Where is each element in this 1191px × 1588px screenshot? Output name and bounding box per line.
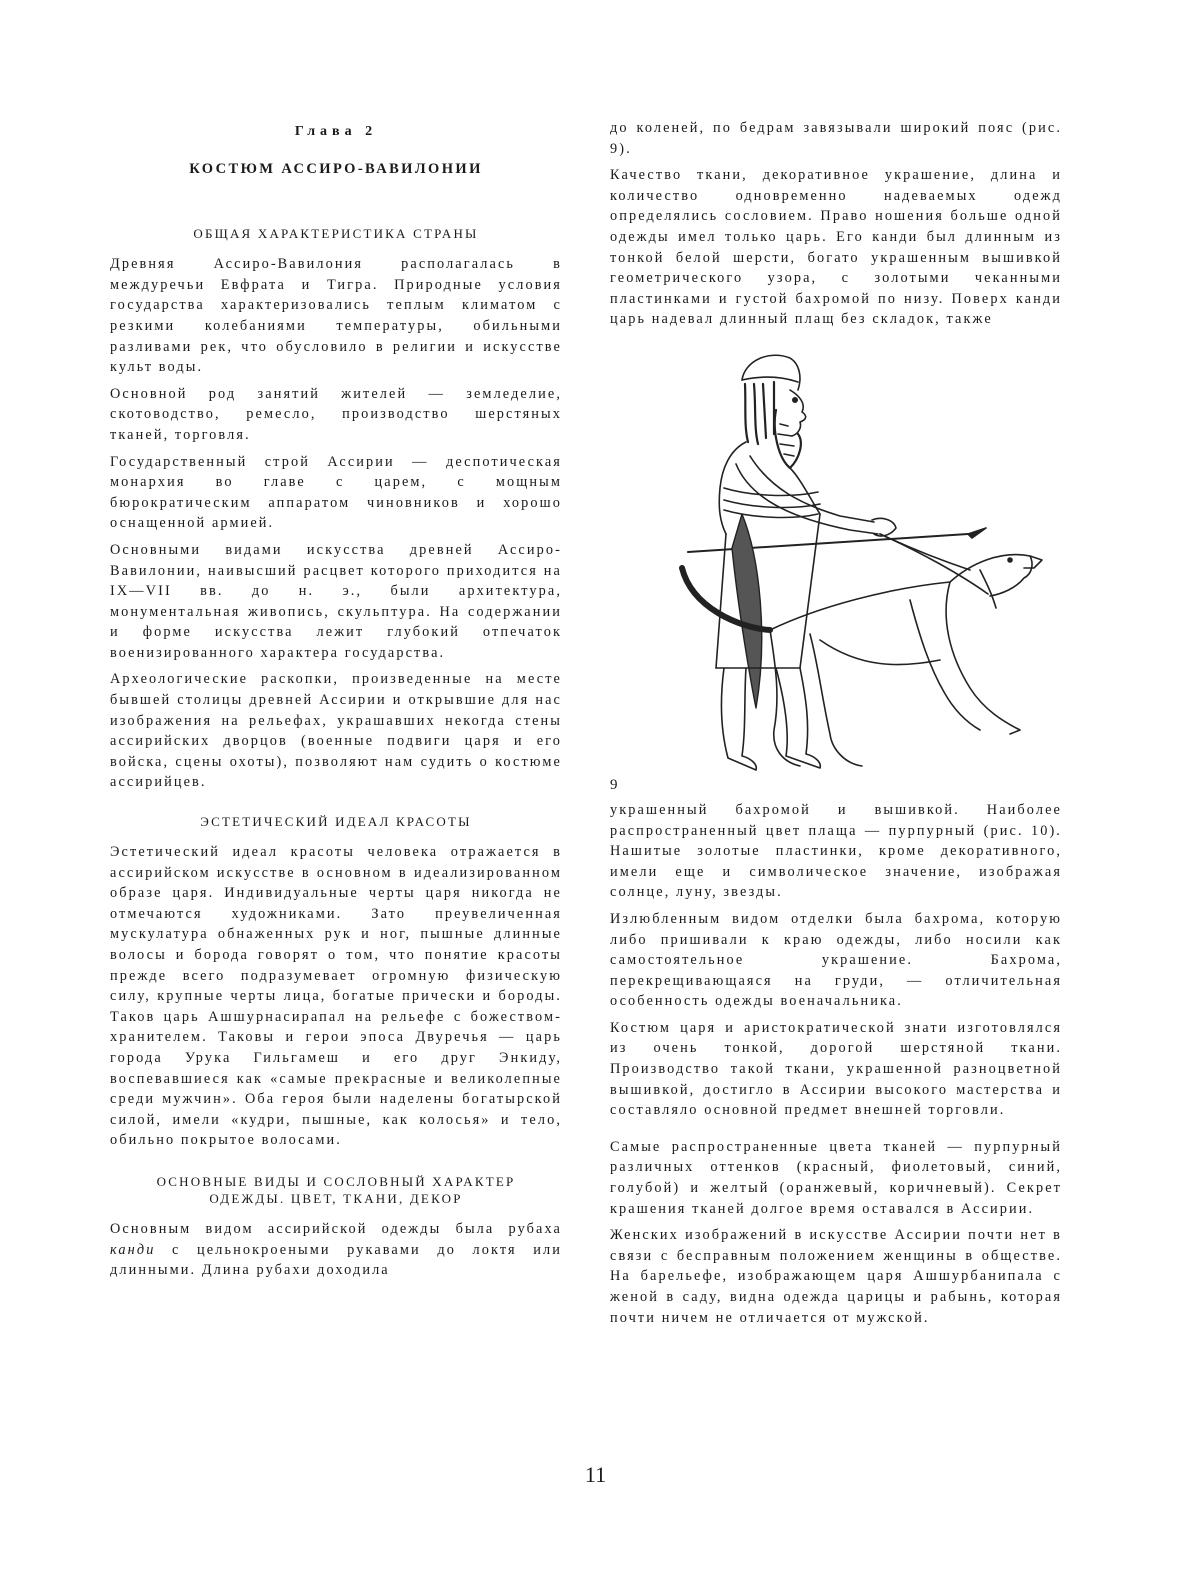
term-kandi: канди [110,1241,156,1258]
page-number: 11 [584,1462,607,1487]
left-column [110,118,562,1287]
section-heading-line: ОДЕЖДЫ. ЦВЕТ, ТКАНИ, ДЕКОР [209,1190,463,1206]
chapter-title: КОСТЮМ АССИРО-ВАВИЛОНИИ [189,160,483,177]
paragraph: Основными видами искусства древней Ассиро-Вавилонии, наивысший расцвет которого приходится на IX—VII вв. до н. э., были архитектура, монументальная живопись, скульптура. На содержании и форме искусства лежит глубокий отпечаток военизированного характера государства. [110,541,562,661]
paragraph: Эстетический идеал красоты человека отражается в ассирийском искусстве в основном в идеализированном образе царя. Индивидуальные черты царя никогда не отмечаются художниками. Зато преувеличенная мускулатура обнаженных рук и ног, пышные длинные волосы и борода говорят о том, что понятие красоты прежде всего подразумевает огромную физическую силу, крупные черты лица, богатые прически и бороды. Таков царь Ашшурнасирапал на рельефе с божеством-хранителем. Таковы и герои эпоса Двуречья — царь города Урука Гильгамеш и его друг Энкиду, воспевавшиеся как «самые прекрасные и великолепные среди мужчин». Оба героя были наделены богатырской силой, имели «кудри, пышные, как колосья» и тело, обильно покрытое волосами. [110,844,562,1149]
section-heading-ideal: ЭСТЕТИЧЕСКИЙ ИДЕАЛ КРАСОТЫ [200,814,472,830]
section-heading-clothing [110,1173,562,1207]
text-run: Основным видом ассирийской одежды была рубаха [110,1220,562,1237]
figure-9 [610,338,1062,796]
paragraph: Государственный строй Ассирии — деспотическая монархия во главе с царем, с мощным бюрократическим аппаратом чиновников и хорошо оснащенной армией. [110,453,562,532]
figure-number: 9 [610,777,618,794]
paragraph: Излюбленным видом отделки была бахрома, которую либо пришивали к краю одежды, либо носили как самостоятельное украшение. Бахрома, перекрещивающаяся на груди, — отличительная особенность одежды военачальника. [610,910,1062,1010]
paragraph: Женских изображений в искусстве Ассирии почти нет в связи с бесправным положением женщины в обществе. На барельефе, изображающем царя Ашшурбанипала с женой в саду, видна одежда царицы и рабынь, которая почти ничем не отличается от мужской. [610,1227,1062,1326]
chapter-label: Глава 2 [294,124,378,139]
section-heading-country: ОБЩАЯ ХАРАКТЕРИСТИКА СТРАНЫ [193,226,479,242]
paragraph: Древняя Ассиро-Вавилония располагалась в междуречьи Евфрата и Тигра. Природные условия государства характеризовались теплым климатом с резкими колебаниями температуры, обильными разливами рек, что обусловило в религии и искусстве культ воды. [110,256,562,376]
paragraph: до коленей, по бедрам завязывали широкий пояс (рис. 9). [610,120,1062,157]
text-run: с цельнокроеными рукавами до локтя или длинными. Длина рубахи доходила [110,1241,562,1279]
right-column [610,118,1062,1334]
king-with-hunting-dog-drawing [650,338,1050,788]
paragraph: Археологические раскопки, произведенные на месте бывшей столицы древней Ассирии и открывшие для нас изображения на рельефах, украшавших некогда стены ассирийских дворцов (военные подвиги царя и его войска, сцены охоты), позволяют нам судить о костюме ассирийцев. [110,671,562,791]
paragraph [110,1219,562,1281]
paragraph: Основной род занятий жителей — земледелие, скотоводство, ремесло, производство шерстяных тканей, торговля. [110,385,562,443]
section-heading-line: ОСНОВНЫЕ ВИДЫ И СОСЛОВНЫЙ ХАРАКТЕР [156,1173,516,1189]
paragraph: Костюм царя и аристократической знати изготовлялся из очень тонкой, дорогой шерстяной ткани. Производство такой ткани, украшенной разноцветной вышивкой, достигло в Ассирии высокого мастерства и составляло основной предмет внешней торговли. [610,1019,1062,1119]
paragraph: Качество ткани, декоративное украшение, длина и количество одновременно надеваемых одежд определялись сословием. Право ношения больше одной одежды имел только царь. Его канди был длинным из тонкой белой шерсти, богато украшенным вышивкой геометрического узора, с золотыми чеканными пластинками и густой бахромой по низу. Поверх канди царь надевал длинный плащ без складок, также [610,167,1062,328]
paragraph: Самые распространенные цвета тканей — пурпурный различных оттенков (красный, фиолетовый, синий, голубой) и желтый (оранжевый, коричневый). Секрет крашения тканей долгое время оставался в Ассирии. [610,1138,1062,1217]
paragraph: украшенный бахромой и вышивкой. Наиболее распространенный цвет плаща — пурпурный (рис. 10). Нашитые золотые пластинки, кроме декоративного, имели еще и символическое значение, изображая солнце, луну, звезды. [610,801,1062,901]
